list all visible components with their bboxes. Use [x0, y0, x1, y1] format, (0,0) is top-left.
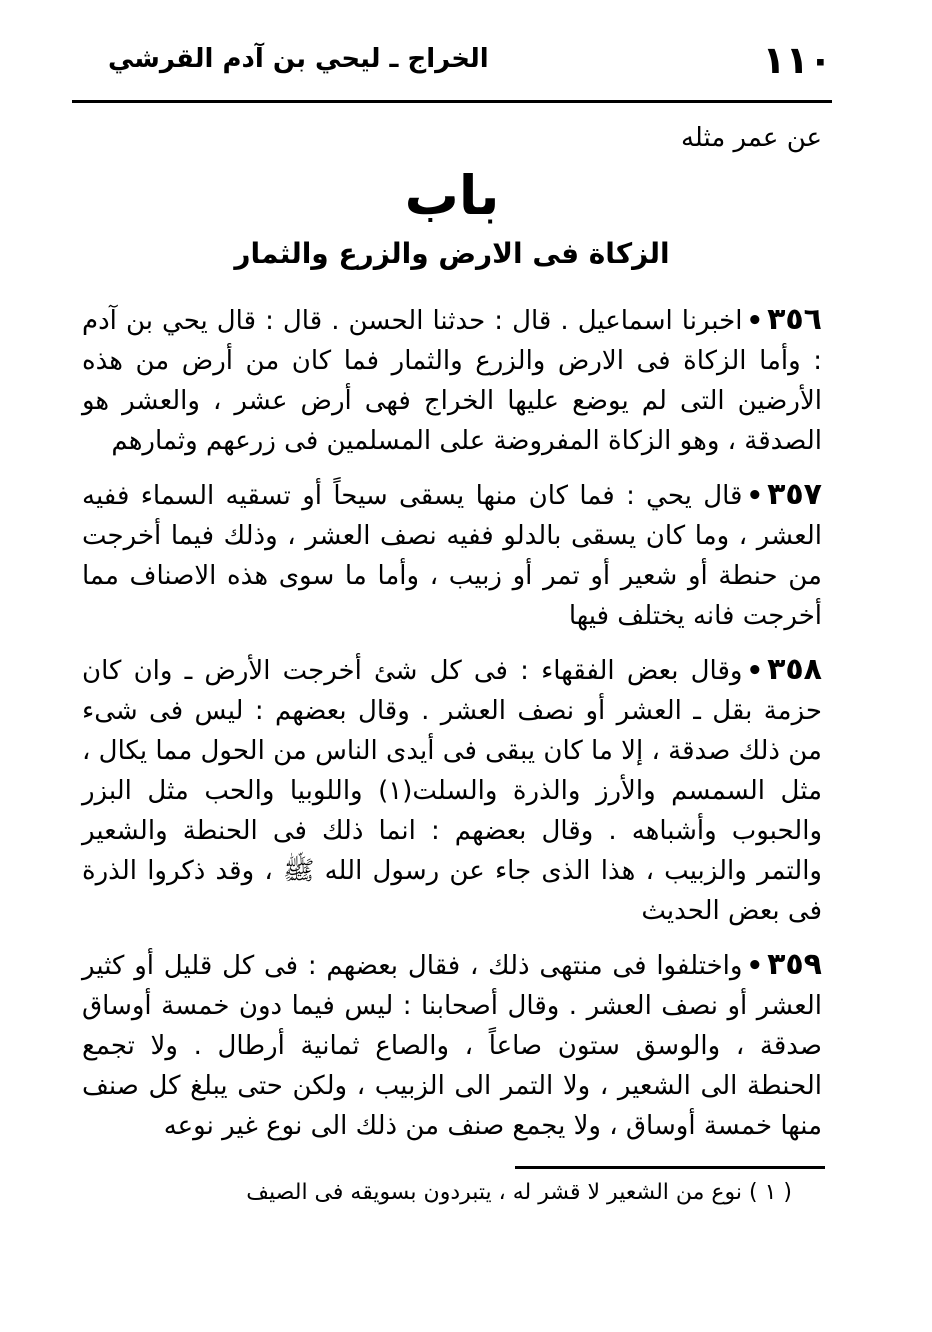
- chapter-heading: باب: [404, 164, 500, 227]
- page-number: ١١٠: [762, 38, 832, 82]
- paragraph-number: ٣٥٩: [767, 947, 822, 982]
- paragraph-356: [82, 300, 822, 461]
- footnote: ( ١ ) نوع من الشعير لا قشر له ، يتبردون بسويقه فى الصيف: [246, 1180, 792, 1205]
- paragraph-number: ٣٥٦: [767, 302, 822, 337]
- paragraph-separator: •: [746, 481, 764, 511]
- paragraph-358: [82, 650, 822, 931]
- chapter-subtitle: الزكاة فى الارض والزرع والثمار: [234, 237, 670, 270]
- paragraph-text: واختلفوا فى منتهى ذلك ، فقال بعضهم : فى كل قليل أو كثير العشر أو نصف العشر . وقال أصحابنا : ليس فيما دون خمسة أوساق صدقة ، والوسق ستون صاعاً ، والصاع ثمانية أرطال . ولا تجمع الحنطة الى الشعير ، ولا التمر الى الزبيب ، ولكن حتى يبلغ كل صنف منها خمسة أوساق ، ولا يجمع صنف من ذلك الى نوع غير نوعه: [82, 951, 822, 1141]
- paragraph-separator: •: [746, 306, 764, 336]
- running-title: الخراج ـ ليحي بن آدم القرشي: [108, 44, 489, 74]
- paragraph-separator: •: [746, 656, 764, 686]
- footnote-rule: [515, 1166, 825, 1169]
- paragraph-number: ٣٥٧: [767, 477, 822, 512]
- header-rule: [72, 100, 832, 103]
- paragraph-text: اخبرنا اسماعيل . قال : حدثنا الحسن . قال : قال يحي بن آدم : وأما الزكاة فى الارض والزرع والثمار فما كان من أرض من هذه الأرضين التى لم يوضع عليها الخراج فهى أرض عشر ، والعشر هو الصدقة ، وهو الزكاة المفروضة على المسلمين فى زرعهم وثمارهم: [82, 306, 822, 456]
- intro-line: عن عمر مثله: [680, 123, 822, 153]
- paragraph-number: ٣٥٨: [767, 652, 822, 687]
- page-header: [72, 38, 832, 92]
- paragraph-357: [82, 475, 822, 636]
- page-body: [82, 118, 822, 1160]
- paragraph-359: [82, 945, 822, 1146]
- paragraph-text: قال يحي : فما كان منها يسقى سيحاً أو تسقيه السماء ففيه العشر ، وما كان يسقى بالدلو ففيه نصف العشر ، وذلك فيما أخرجت من حنطة أو شعير أو تمر أو زبيب ، وأما ما سوى هذه الاصناف مما أخرجت فانه يختلف فيها: [82, 481, 822, 631]
- paragraph-text: وقال بعض الفقهاء : فى كل شئ أخرجت الأرض ـ وان كان حزمة بقل ـ العشر أو نصف العشر . وقال بعضهم : ليس فى شىء من ذلك صدقة ، إلا ما كان يبقى فى أيدى الناس من الحول مما يكال ، مثل السمسم والأرز والذرة والسلت(١) واللوبيا والحب مثل البزر والحبوب وأشباهه . وقال بعضهم : انما ذلك فى الحنطة والشعير والتمر والزبيب ، هذا الذى جاء عن رسول الله ﷺ ، وقد ذكروا الذرة فى بعض الحديث: [82, 656, 822, 926]
- paragraph-separator: •: [746, 951, 764, 981]
